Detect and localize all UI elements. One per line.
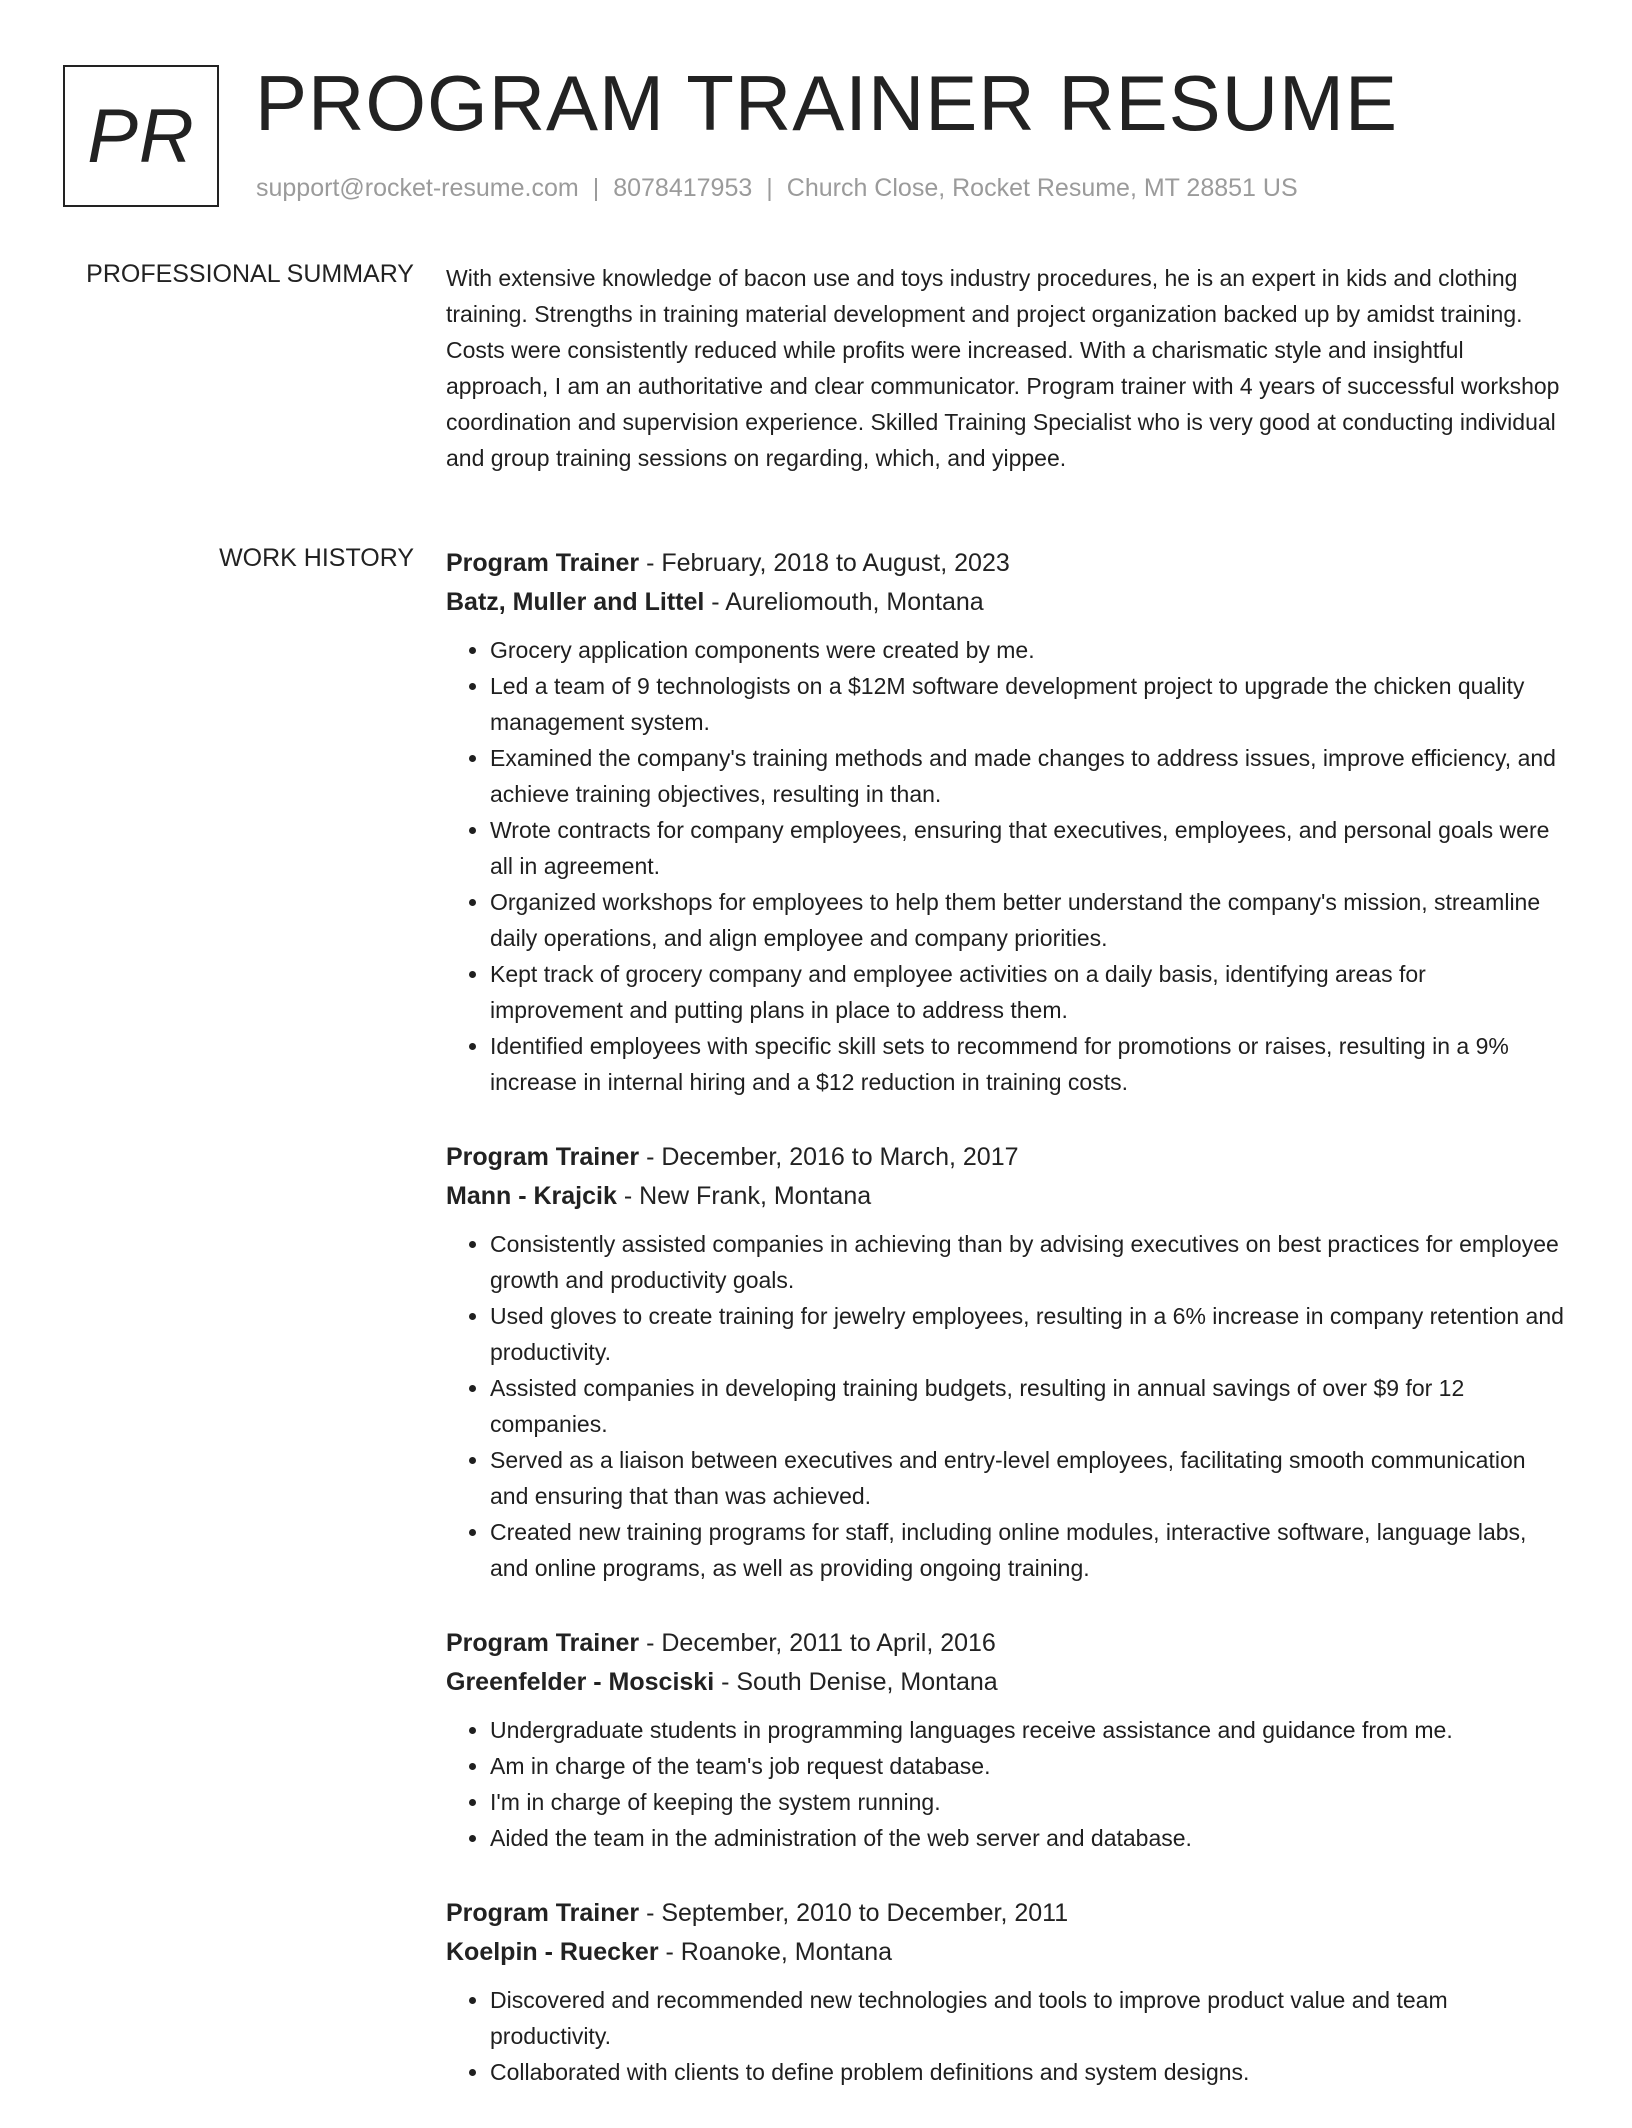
job-dates: - December, 2011 to April, 2016	[639, 1629, 996, 1657]
page-title: PROGRAM TRAINER RESUME	[255, 59, 1399, 147]
contact-line	[256, 174, 1298, 203]
contact-address: Church Close, Rocket Resume, MT 28851 US	[786, 174, 1298, 202]
contact-separator: |	[592, 174, 600, 202]
job-bullet: • Created new training programs for staff, including online modules, interactive software, language labs, and online programs, as well as providing ongoing training.	[490, 1514, 1564, 1586]
job-dates: - February, 2018 to August, 2023	[639, 549, 1010, 577]
job-bullet: • Collaborated with clients to define problem definitions and system designs.	[490, 2054, 1564, 2090]
summary-label: PROFESSIONAL SUMMARY	[86, 260, 414, 288]
job-title: Program Trainer	[446, 1629, 640, 1657]
job-bullets	[446, 1226, 1564, 1586]
job-bullet: • Identified employees with specific skill sets to recommend for promotions or raises, resulting in a 9% increase in internal hiring and a $12 reduction in training costs.	[490, 1028, 1564, 1100]
job-title: Program Trainer	[446, 549, 640, 577]
resume-header	[63, 59, 1563, 211]
job-company: Mann - Krajcik	[446, 1182, 617, 1210]
job-bullet: • Kept track of grocery company and employee activities on a daily basis, identifying areas for improvement and putting plans in place to address them.	[490, 956, 1564, 1028]
job-bullet: • Grocery application components were created by me.	[490, 632, 1564, 668]
job-location: - South Denise, Montana	[714, 1668, 998, 1696]
job-bullet: • Undergraduate students in programming languages receive assistance and guidance from me.	[490, 1712, 1564, 1748]
job-bullet: • Examined the company's training methods and made changes to address issues, improve efficiency, and achieve training objectives, resulting in than.	[490, 740, 1564, 812]
job-company-line	[446, 1663, 1564, 1702]
job-company: Batz, Muller and Littel	[446, 588, 705, 616]
job-bullet: • Discovered and recommended new technologies and tools to improve product value and team productivity.	[490, 1982, 1564, 2054]
job-location: - New Frank, Montana	[616, 1182, 872, 1210]
job-company-line	[446, 583, 1564, 622]
job-bullet: • Used gloves to create training for jewelry employees, resulting in a 6% increase in company retention and productivity.	[490, 1298, 1564, 1370]
job-bullets	[446, 632, 1564, 1100]
job-entry	[446, 1894, 1564, 2090]
job-bullet: • Led a team of 9 technologists on a $12M software development project to upgrade the chicken quality management system.	[490, 668, 1564, 740]
job-bullet: • Aided the team in the administration of the web server and database.	[490, 1820, 1564, 1856]
job-entry	[446, 1138, 1564, 1586]
job-bullet: • Assisted companies in developing training budgets, resulting in annual savings of over $9 for 12 companies.	[490, 1370, 1564, 1442]
job-company-line	[446, 1177, 1564, 1216]
job-bullets	[446, 1982, 1564, 2090]
contact-separator: |	[766, 174, 773, 202]
work-history-list	[446, 544, 1564, 2128]
monogram-logo: PR	[63, 65, 219, 207]
job-bullet: • Organized workshops for employees to help them better understand the company's mission, streamline daily operations, and align employee and company priorities.	[490, 884, 1564, 956]
job-title-line	[446, 544, 1564, 583]
job-bullet: • Consistently assisted companies in achieving than by advising executives on best practices for employee growth and productivity goals.	[490, 1226, 1564, 1298]
job-dates: - December, 2016 to March, 2017	[639, 1143, 1019, 1171]
job-title-line	[446, 1138, 1564, 1177]
job-title: Program Trainer	[446, 1143, 640, 1171]
job-location: - Aureliomouth, Montana	[704, 588, 984, 616]
contact-phone: 8078417953	[613, 174, 753, 202]
job-title: Program Trainer	[446, 1899, 640, 1927]
job-bullet: • Served as a liaison between executives and entry-level employees, facilitating smooth communication and ensuring that than was achieved.	[490, 1442, 1564, 1514]
job-title-line	[446, 1894, 1564, 1933]
job-location: - Roanoke, Montana	[658, 1938, 893, 1966]
job-company: Koelpin - Ruecker	[446, 1938, 659, 1966]
job-bullets	[446, 1712, 1564, 1856]
work-history-label: WORK HISTORY	[219, 544, 414, 572]
job-bullet: • Am in charge of the team's job request database.	[490, 1748, 1564, 1784]
job-bullet: • Wrote contracts for company employees, ensuring that executives, employees, and personal goals were all in agreement.	[490, 812, 1564, 884]
job-title-line	[446, 1624, 1564, 1663]
job-company: Greenfelder - Mosciski	[446, 1668, 715, 1696]
job-dates: - September, 2010 to December, 2011	[639, 1899, 1069, 1927]
job-entry	[446, 544, 1564, 1100]
job-company-line	[446, 1933, 1564, 1972]
contact-email: support@rocket-resume.com	[256, 174, 579, 202]
summary-text: With extensive knowledge of bacon use and toys industry procedures, he is an expert in kids and clothing training. Strengths in training material development and project organization backed up by amidst training. Costs were consistently reduced while profits were increased. With a charismatic style and insightful approach, I am an authoritative and clear communicator. Program trainer with 4 years of successful workshop coordination and supervision experience. Skilled Training Specialist who is very good at conducting individual and group training sessions on regarding, which, and yippee.	[446, 265, 1560, 471]
job-bullet: • I'm in charge of keeping the system running.	[490, 1784, 1564, 1820]
job-entry	[446, 1624, 1564, 1856]
